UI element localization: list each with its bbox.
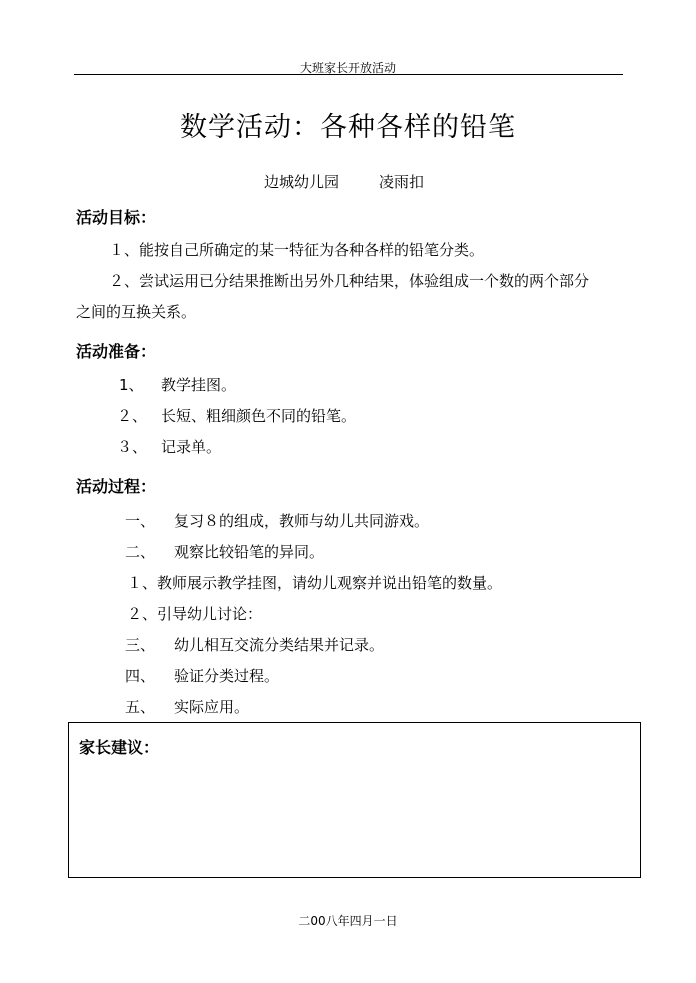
goal-item-2	[109, 270, 589, 291]
process-item-4-num: ２	[127, 605, 143, 623]
prep-item-3-num: ３、	[117, 438, 148, 456]
footer-date: 二00八年四月一日	[298, 914, 398, 928]
process-item-7	[125, 696, 249, 717]
author-school: 边城幼儿园	[264, 173, 340, 191]
prep-item-1-text: 教学挂图。	[161, 376, 237, 394]
process-item-1-num: 一、	[125, 512, 156, 530]
process-item-4	[127, 603, 262, 624]
process-item-7-num: 五、	[125, 698, 156, 716]
prep-heading: 活动准备：	[76, 342, 157, 361]
goals-heading: 活动目标：	[76, 208, 157, 227]
process-item-3-num: １	[127, 574, 143, 592]
author-line	[264, 171, 424, 192]
process-item-2	[125, 541, 324, 562]
goal-item-2-continuation: 之间的互换关系。	[76, 303, 197, 321]
process-item-2-num: 二、	[125, 543, 156, 561]
process-item-6-text: 验证分类过程。	[174, 667, 280, 685]
process-item-3	[127, 572, 502, 593]
process-item-1-text: 复习８的组成，教师与幼儿共同游戏。	[174, 512, 430, 530]
page-header: 大班家长开放活动	[299, 61, 396, 75]
author-name: 凌雨扣	[379, 173, 425, 191]
process-item-6	[125, 665, 279, 686]
process-item-5-text: 幼儿相互交流分类结果并记录。	[174, 636, 385, 654]
prep-item-1	[119, 374, 236, 395]
prep-item-2-text: 长短、粗细颜色不同的铅笔。	[161, 407, 357, 425]
parent-feedback-box[interactable]	[68, 722, 641, 878]
goal-item-2-text: 、尝试运用已分结果推断出另外几种结果，体验组成一个数的两个部分	[124, 272, 590, 290]
process-item-5	[125, 634, 384, 655]
goal-item-2-num: ２	[109, 272, 125, 290]
prep-item-3-text: 记录单。	[161, 438, 222, 456]
prep-item-2-num: ２、	[117, 407, 148, 425]
process-item-2-text: 观察比较铅笔的异同。	[174, 543, 325, 561]
process-item-3-text: 、教师展示教学挂图，请幼儿观察并说出铅笔的数量。	[142, 574, 503, 592]
prep-item-2	[117, 405, 356, 426]
process-item-5-num: 三、	[125, 636, 156, 654]
process-item-7-text: 实际应用。	[174, 698, 250, 716]
goal-item-1-text: 、能按自己所确定的某一特征为各种各样的铅笔分类。	[124, 241, 485, 259]
prep-item-3	[117, 436, 221, 457]
process-heading: 活动过程：	[76, 477, 157, 496]
process-item-6-num: 四、	[125, 667, 156, 685]
process-item-1	[125, 510, 429, 531]
parent-feedback-label: 家长建议：	[79, 738, 160, 757]
page-title: 数学活动：各种各样的铅笔	[180, 112, 516, 143]
header-rule	[74, 74, 623, 75]
process-item-4-text: 、引导幼儿讨论：	[142, 605, 263, 623]
goal-item-1	[109, 239, 484, 260]
prep-item-1-num: 1、	[119, 376, 144, 394]
goal-item-1-num: １	[109, 241, 125, 259]
